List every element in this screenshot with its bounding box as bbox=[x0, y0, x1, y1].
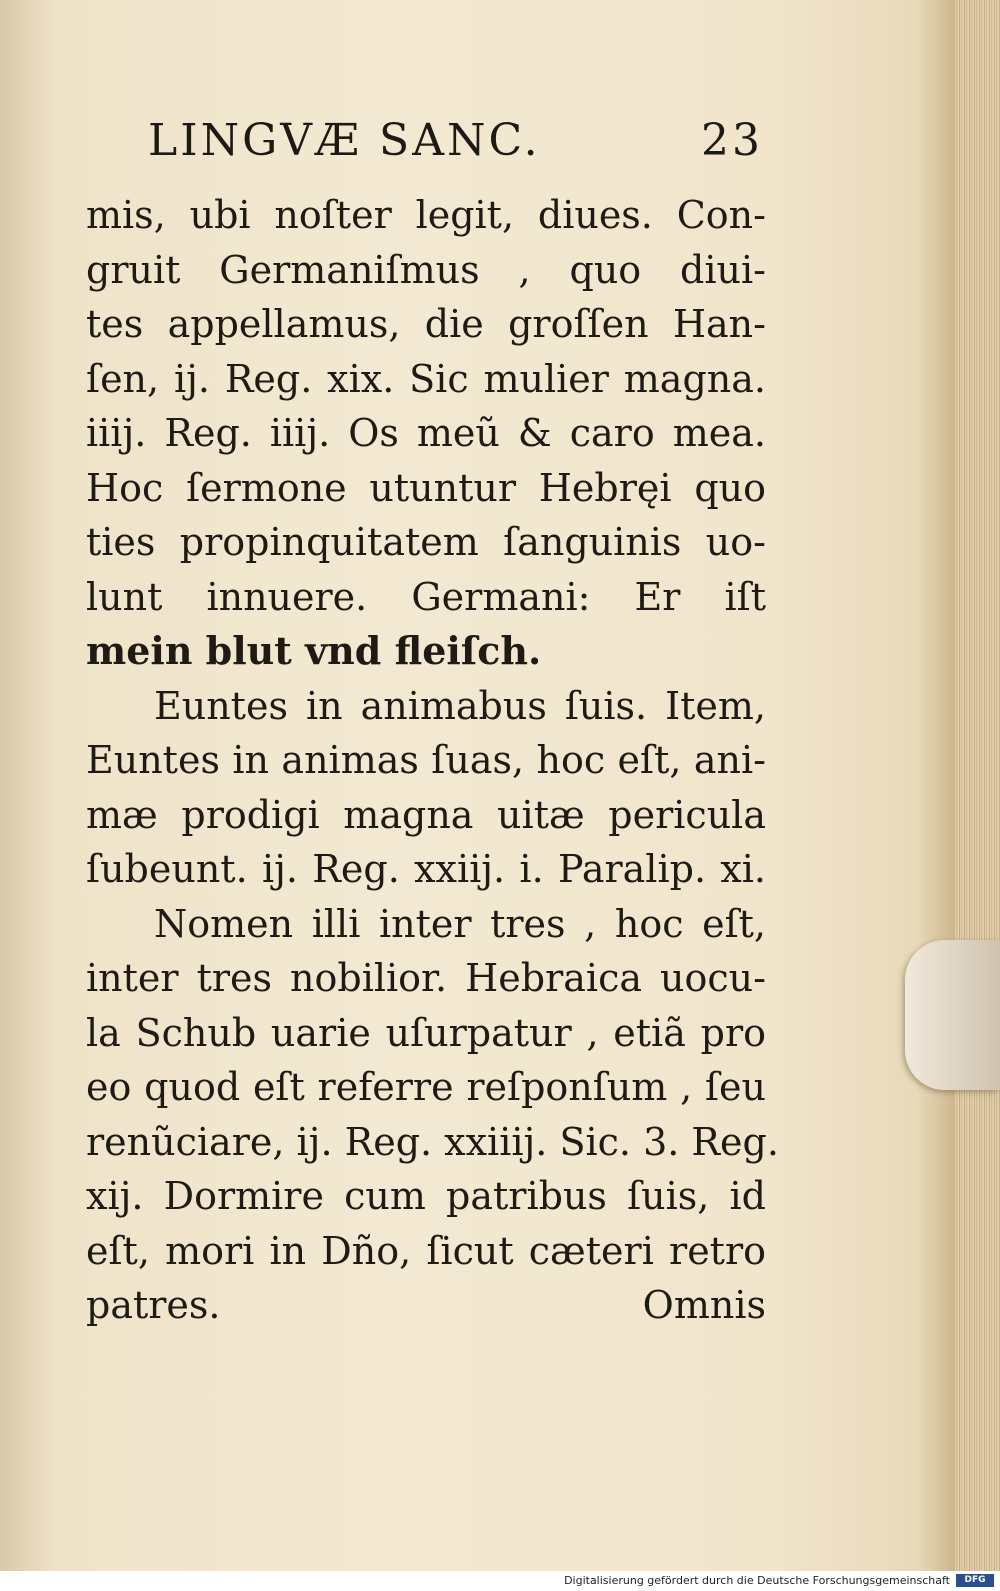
text-line: eo quod eſt referre reſponſum , ſeu bbox=[86, 1065, 766, 1109]
text-line: iiij. Reg. iiij. Os meũ & caro mea. bbox=[86, 411, 766, 455]
text-line: Hoc ſermone utuntur Hebręi quo bbox=[86, 465, 766, 510]
text-line: renũciare, ij. Reg. xxiiij. Sic. 3. Reg. bbox=[86, 1119, 779, 1164]
footer bbox=[0, 1571, 1000, 1591]
text-line: Nomen illi inter tres , hoc eſt, bbox=[154, 901, 766, 946]
footer-credit: Digitalisierung gefördert durch die Deutsche Forschungsgemeinschaft bbox=[564, 1574, 950, 1587]
text-line: inter tres nobilior. Hebraica uocu- bbox=[86, 956, 766, 1000]
text-line: ſubeunt. ij. Reg. xxiij. i. Paralip. xi. bbox=[86, 847, 766, 891]
text-line: ſen, ij. Reg. xix. Sic mulier magna. bbox=[86, 356, 766, 401]
text-line: mein blut vnd fleiſch. bbox=[86, 628, 542, 673]
text-line: tes appellamus, die groſſen Han- bbox=[86, 302, 766, 346]
text-line: Euntes in animas ſuas, hoc eſt, ani- bbox=[86, 738, 766, 782]
dfg-logo-icon: DFG bbox=[956, 1574, 994, 1587]
last-line bbox=[86, 1278, 766, 1333]
text-line: Euntes in animabus ſuis. Item, bbox=[154, 683, 766, 728]
page-edges bbox=[955, 0, 1000, 1571]
text-line: patres. bbox=[86, 1283, 221, 1327]
text-line: ties propinquitatem ſanguinis uo- bbox=[86, 520, 766, 564]
text-line: eſt, mori in Dño, ſicut cæteri retro bbox=[86, 1228, 766, 1273]
running-head-title: LINGVÆ SANC. bbox=[148, 115, 541, 166]
text-line: lunt innuere. Germani: Er iſt bbox=[86, 574, 766, 619]
text-line: mis, ubi noſter legit, diues. Con- bbox=[86, 193, 766, 237]
text-line: xij. Dormire cum patribus ſuis, id bbox=[86, 1174, 766, 1218]
catchword: Omnis bbox=[642, 1283, 766, 1327]
page-number: 23 bbox=[701, 115, 763, 166]
page-clip bbox=[905, 940, 1000, 1090]
running-head bbox=[148, 115, 763, 166]
text-line: gruit Germaniſmus , quo diui- bbox=[86, 247, 766, 292]
body-text bbox=[86, 188, 779, 1333]
text-line: mæ prodigi magna uitæ pericula bbox=[86, 792, 766, 837]
text-line: la Schub uarie uſurpatur , etiã pro bbox=[86, 1010, 766, 1055]
